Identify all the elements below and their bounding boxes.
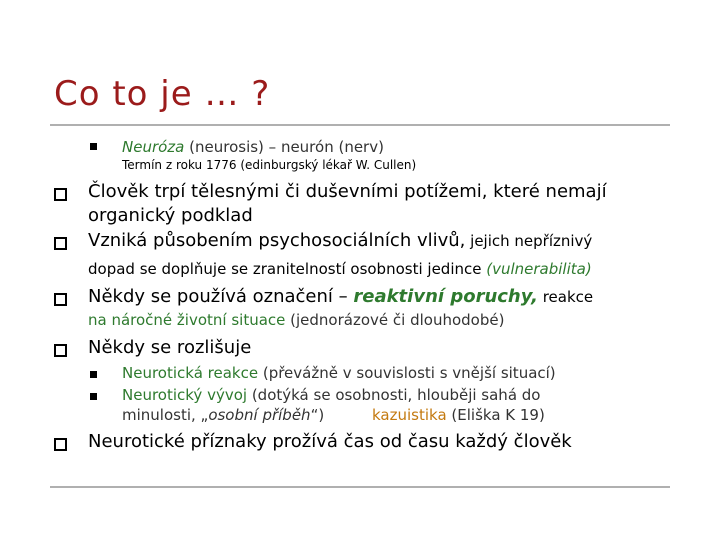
top-divider — [50, 124, 670, 126]
bullet1-line1: Člověk trpí tělesnými či duševními potížemi, které nemají — [88, 181, 607, 202]
bullet-square-icon — [90, 143, 97, 150]
bullet-hollow-square-icon — [54, 293, 67, 306]
bullet-hollow-square-icon — [54, 237, 67, 250]
bullet-square-icon — [90, 393, 97, 400]
bottom-divider — [50, 486, 670, 488]
slide-title: Co to je … ? — [54, 74, 271, 114]
reaktivni-poruchy: reaktivní poruchy, — [353, 286, 538, 307]
osobni-pribeh: osobní příběh — [208, 406, 311, 424]
sub2-line1 — [122, 386, 540, 404]
sub1-rest: (převážně v souvislosti s vnější situací) — [258, 364, 556, 382]
bullet-square-icon — [90, 371, 97, 378]
bullet3-line2b: (jednorázové či dlouhodobé) — [285, 311, 505, 329]
bullet4-main: Někdy se rozlišuje — [88, 337, 252, 358]
sub2-line2 — [122, 406, 324, 424]
bullet2-line2 — [88, 260, 592, 278]
bullet-hollow-square-icon — [54, 344, 67, 357]
neuroza-rest: (neurosis) – neurón (nerv) — [184, 138, 384, 156]
sub2-rest: (dotýká se osobnosti, hlouběji sahá do — [247, 386, 541, 404]
kazuistika-line — [372, 406, 545, 424]
bullet2-line2a: dopad se doplňuje se zranitelností osobnosti jedince — [88, 260, 487, 278]
neuroticka-reakce: Neurotická reakce — [122, 364, 259, 382]
bullet2-main: Vzniká působením psychosociálních vlivů, — [88, 230, 466, 251]
neuroza-line — [122, 138, 384, 156]
termin-note: Termín z roku 1776 (edinburgský lékař W. Cullen) — [122, 158, 417, 172]
bullet2-line1 — [88, 230, 592, 251]
neuroticky-vyvoj: Neurotický vývoj — [122, 386, 248, 404]
neuroza-word: Neuróza — [122, 138, 185, 156]
vulnerabilita: (vulnerabilita) — [486, 260, 592, 278]
bullet2-small: jejich nepříznivý — [465, 232, 593, 250]
bullet3-line2 — [88, 311, 504, 329]
sub1-line — [122, 364, 556, 382]
bullet-hollow-square-icon — [54, 188, 67, 201]
sub2-line2a: minulosti, „ — [122, 406, 209, 424]
bullet5-main: Neurotické příznaky prožívá čas od času každý člověk — [88, 431, 572, 452]
bullet3-small: reakce — [537, 288, 594, 306]
narocne-situace: na náročné životní situace — [88, 311, 286, 329]
kazuistika-rest: (Eliška K 19) — [446, 406, 545, 424]
bullet3-main: Někdy se používá označení – — [88, 286, 354, 307]
sub2-line2c: “) — [310, 406, 325, 424]
bullet-hollow-square-icon — [54, 438, 67, 451]
bullet1-line2: organický podklad — [88, 205, 253, 226]
bullet3-line1 — [88, 286, 593, 307]
kazuistika-word: kazuistika — [372, 406, 447, 424]
